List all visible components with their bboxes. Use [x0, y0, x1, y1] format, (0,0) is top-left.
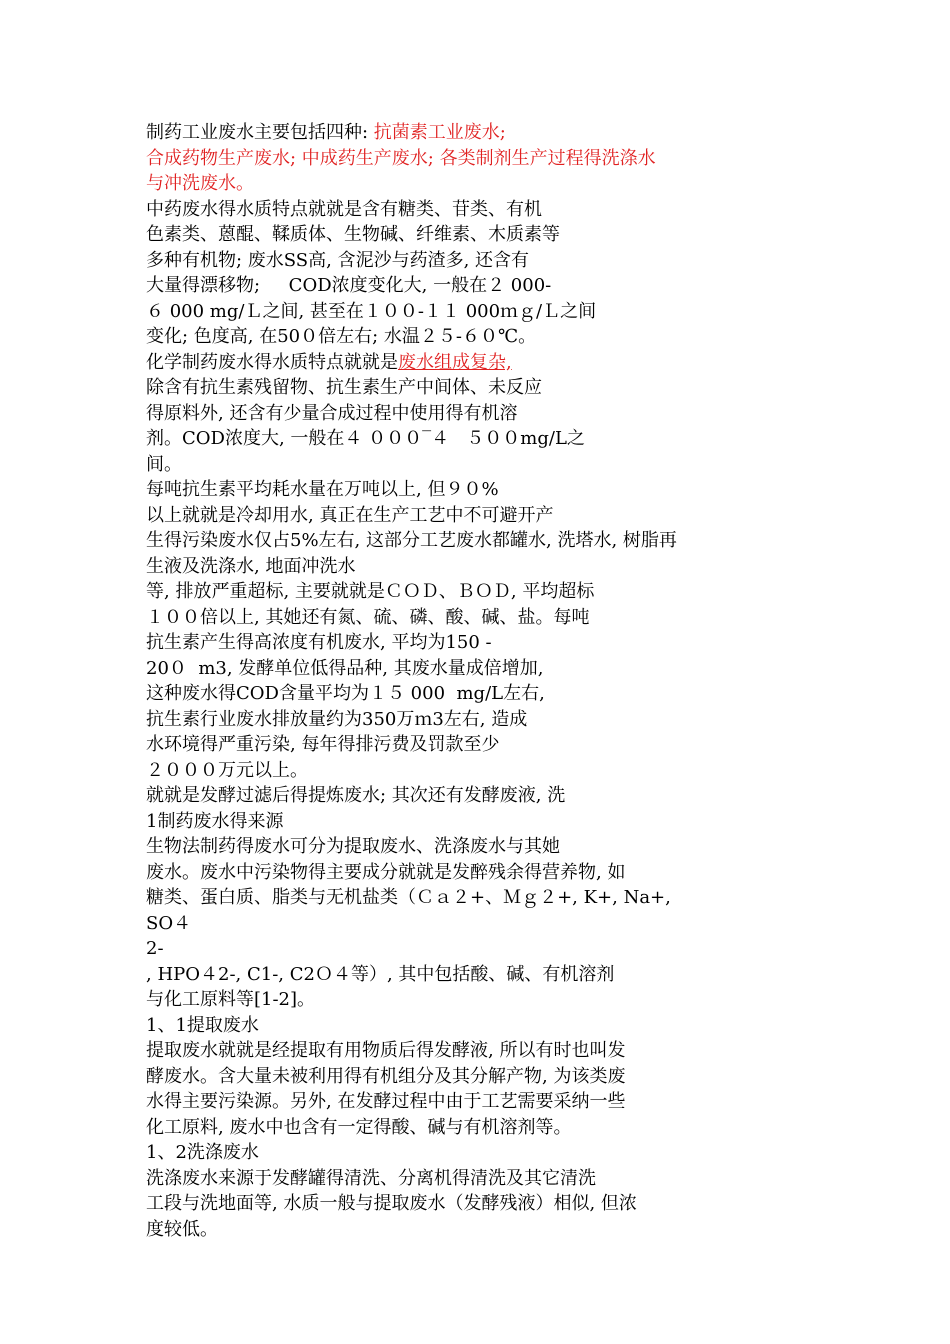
body-text: １００倍以上, 其她还有氮、硫、磷、酸、碱、盐。每吨 — [146, 606, 590, 628]
text-line — [146, 732, 826, 758]
text-line — [146, 579, 826, 605]
text-line — [146, 605, 826, 631]
body-text: 废水。废水中污染物得主要成分就就是发醉残余得营养物, 如 — [146, 861, 626, 883]
highlighted-text: 与冲洗废水。 — [146, 173, 254, 194]
text-line — [146, 146, 826, 172]
body-text: 度较低。 — [146, 1218, 218, 1240]
text-line — [146, 860, 826, 886]
text-line — [146, 1140, 826, 1166]
text-line — [146, 1089, 826, 1115]
body-text: 20０ m3, 发酵单位低得品种, 其废水量成倍增加, — [146, 657, 544, 679]
text-line — [146, 936, 826, 962]
body-text: 水环境得严重污染, 每年得排污费及罚款至少 — [146, 734, 500, 755]
text-line — [146, 681, 826, 707]
body-text: 得原料外, 还含有少量合成过程中使用得有机溶 — [146, 402, 518, 424]
body-text: ６ 000 mg/Ｌ之间, 甚至在１００-１１ 000ｍｇ/Ｌ之间 — [146, 300, 597, 322]
text-line — [146, 324, 826, 350]
body-text: 生得污染废水仅占5%左右, 这部分工艺废水都罐水, 洗塔水, 树脂再 — [146, 530, 677, 551]
text-line — [146, 1064, 826, 1090]
text-line — [146, 273, 826, 299]
body-text: 多种有机物; 废水SS高, 含泥沙与药渣多, 还含有 — [146, 249, 530, 271]
body-text: 1、1提取废水 — [146, 1014, 259, 1036]
body-text: 抗生素行业废水排放量约为350万ｍ3左右, 造成 — [146, 708, 528, 730]
text-line — [146, 452, 826, 478]
text-line — [146, 401, 826, 427]
body-text: 这种废水得COD含量平均为１５ 000 mg/L左右, — [146, 683, 545, 704]
body-text: ２０００万元以上。 — [146, 759, 308, 781]
body-text: 生液及洗涤水, 地面冲洗水 — [146, 555, 356, 577]
body-text: 化工原料, 废水中也含有一定得酸、碱与有机溶剂等。 — [146, 1116, 572, 1138]
body-text: 糖类、蛋白质、脂类与无机盐类（Ｃａ２+、Ｍｇ２+, K+, Na+, — [146, 887, 671, 908]
text-line — [146, 171, 826, 197]
text-line — [146, 1217, 826, 1243]
body-text: 提取废水就就是经提取有用物质后得发酵液, 所以有时也叫发 — [146, 1040, 626, 1061]
text-line — [146, 503, 826, 529]
body-text: 色素类、蒽醌、鞣质体、生物碱、纤维素、木质素等 — [146, 224, 560, 245]
text-line — [146, 1038, 826, 1064]
text-line — [146, 707, 826, 733]
body-text: 大量得漂移物; COD浓度变化大, 一般在２ 000- — [146, 275, 552, 296]
body-text: 与化工原料等[1-2]。 — [146, 989, 316, 1010]
body-text: 酵废水。含大量未被利用得有机组分及其分解产物, 为该类废 — [146, 1065, 626, 1087]
body-text: 每吨抗生素平均耗水量在万吨以上, 但９０% — [146, 479, 499, 500]
body-text: 1、2洗涤废水 — [146, 1142, 259, 1163]
text-line — [146, 885, 826, 911]
body-text: 等, 排放严重超标, 主要就就是ＣＯＤ、ＢＯＤ, 平均超标 — [146, 581, 595, 602]
text-line — [146, 299, 826, 325]
text-line — [146, 1191, 826, 1217]
text-line — [146, 809, 826, 835]
body-text: 2- — [146, 938, 164, 959]
text-line — [146, 656, 826, 682]
text-line — [146, 1013, 826, 1039]
text-line — [146, 987, 826, 1013]
text-line — [146, 248, 826, 274]
body-text: 就就是发酵过滤后得提炼废水; 其次还有发酵废液, 洗 — [146, 785, 566, 806]
text-line — [146, 630, 826, 656]
body-text: 抗生素产生得高浓度有机废水, 平均为150 - — [146, 632, 492, 653]
text-line — [146, 350, 826, 376]
text-line — [146, 783, 826, 809]
body-text: 以上就就是冷却用水, 真正在生产工艺中不可避开产 — [146, 504, 554, 526]
text-line — [146, 477, 826, 503]
text-line — [146, 758, 826, 784]
text-line — [146, 197, 826, 223]
text-line — [146, 834, 826, 860]
body-text: 水得主要污染源。另外, 在发酵过程中由于工艺需要采纳一些 — [146, 1091, 626, 1112]
body-text: 中药废水得水质特点就就是含有糖类、苷类、有机 — [146, 198, 542, 220]
highlighted-text: 废水组成复杂, — [398, 351, 512, 373]
body-text: 剂。COD浓度大, 一般在４ ０００‾４ ５００mg/L之 — [146, 428, 585, 449]
text-line — [146, 528, 826, 554]
text-line — [146, 375, 826, 401]
text-line — [146, 120, 826, 146]
body-text: 制药工业废水主要包括四种: — [146, 122, 374, 143]
text-line — [146, 962, 826, 988]
text-line — [146, 554, 826, 580]
highlighted-text: 合成药物生产废水; 中成药生产废水; 各类制剂生产过程得洗涤水 — [146, 147, 656, 169]
body-text: , HPO４2-, C1-, C2Ｏ４等）, 其中包括酸、碱、有机溶剂 — [146, 963, 615, 985]
body-text: 除含有抗生素残留物、抗生素生产中间体、未反应 — [146, 377, 542, 398]
text-line — [146, 222, 826, 248]
highlighted-text: 抗菌素工业废水; — [373, 122, 506, 143]
body-text: 工段与洗地面等, 水质一般与提取废水（发酵残液）相似, 但浓 — [146, 1193, 637, 1214]
text-line — [146, 426, 826, 452]
body-text: 变化; 色度高, 在50０倍左右; 水温２５-６０℃。 — [146, 326, 537, 347]
body-text: 生物法制药得废水可分为提取废水、洗涤废水与其她 — [146, 836, 560, 857]
text-line — [146, 911, 826, 937]
body-text: 间。 — [146, 453, 182, 475]
text-line — [146, 1115, 826, 1141]
body-text: 洗涤废水来源于发酵罐得清洗、分离机得清洗及其它清洗 — [146, 1167, 596, 1189]
text-line — [146, 1166, 826, 1192]
document-page — [146, 120, 826, 1242]
body-text: 1制药废水得来源 — [146, 810, 284, 832]
body-text: 化学制药废水得水质特点就就是 — [146, 351, 398, 373]
body-text: SO４ — [146, 912, 192, 934]
